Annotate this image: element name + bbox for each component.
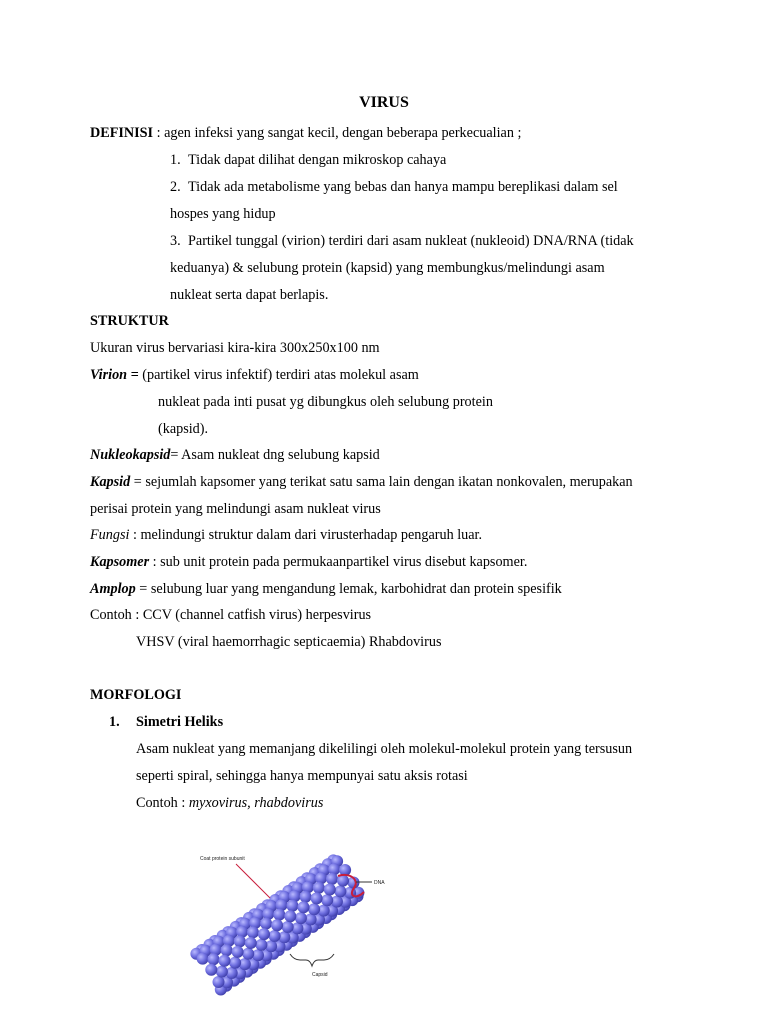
protein-subunit [245, 937, 257, 949]
helical-virus-figure [178, 836, 410, 998]
definisi-line [90, 124, 521, 142]
kapsomer-text: : sub unit protein pada permukaanpartikel virus disebut kapsomer. [149, 554, 528, 570]
protein-subunit [324, 884, 336, 896]
kapsid-label: Kapsid [90, 474, 131, 490]
protein-subunit [298, 901, 310, 913]
protein-subunit [219, 955, 231, 967]
coat-pointer-line [236, 864, 270, 898]
protein-subunit [269, 930, 281, 942]
capsid-bracket [290, 954, 334, 966]
struktur-heading-text: STRUKTUR [90, 313, 169, 329]
protein-subunit [295, 912, 307, 924]
protein-subunit [313, 882, 325, 894]
morfologi-desc: seperti spiral, sehingga hanya mempunyai satu aksis rotasi [136, 768, 468, 784]
protein-subunit [311, 892, 323, 904]
protein-subunit [271, 919, 283, 931]
definisi-item-3 [170, 232, 634, 250]
morfologi-item-1 [109, 713, 223, 731]
protein-subunit [221, 944, 233, 956]
amplop-line [90, 580, 562, 598]
morfologi-heading-text: MORFOLOGI [90, 687, 182, 703]
protein-subunit [216, 966, 228, 978]
kapsomer-line [90, 553, 527, 571]
amplop-text: = selubung luar yang mengandung lemak, karbohidrat dan protein spesifik [135, 581, 562, 597]
item-number: 3. [170, 233, 181, 249]
ukuran-line: Ukuran virus bervariasi kira-kira 300x250x100 nm [90, 340, 380, 356]
contoh-line-2: VHSV (viral haemorrhagic septicaemia) Rhabdovirus [136, 634, 442, 650]
struktur-heading [90, 312, 169, 330]
definisi-label: DEFINISI [90, 125, 154, 141]
protein-subunit [326, 873, 338, 885]
protein-subunit [258, 928, 270, 940]
protein-subunit [273, 909, 285, 921]
protein-subunit [232, 946, 244, 958]
fungsi-text: : melindungi struktur dalam dari virusterhadap pengaruh luar. [129, 527, 483, 543]
protein-subunit [308, 903, 320, 915]
item-text: Partikel tunggal (virion) terdiri dari asam nukleat (nukleoid) DNA/RNA (tidak [188, 233, 634, 249]
contoh-label: Contoh : [136, 795, 189, 811]
virion-text: (partikel virus infektif) terdiri atas molekul asam [142, 367, 419, 383]
kapsid-line [90, 473, 633, 491]
protein-subunit [334, 885, 346, 897]
protein-subunit [300, 891, 312, 903]
protein-subunit [247, 926, 259, 938]
item-text: Tidak ada metabolisme yang bebas dan hanya mampu bereplikasi dalam sel [188, 179, 618, 195]
item-text: Tidak dapat dilihat dengan mikroskop cahaya [188, 152, 447, 168]
helical-capsid-illustration [178, 836, 410, 998]
virion-label: Virion = [90, 367, 143, 383]
item-number: 2. [170, 179, 181, 195]
virion-cont: (kapsid). [158, 421, 209, 437]
protein-subunit [229, 957, 241, 969]
dna-label: DNA [374, 880, 385, 886]
protein-subunit [260, 918, 272, 930]
definisi-item-3-cont: keduanya) & selubung protein (kapsid) yang membungkus/melindungi asam [170, 260, 605, 276]
nukleokapsid-text: = Asam nukleat dng selubung kapsid [170, 447, 380, 463]
protein-subunit [208, 953, 220, 965]
nukleokapsid-label: Nukleokapsid [90, 447, 171, 463]
protein-subunit [205, 964, 217, 976]
definisi-item-2-cont: hospes yang hidup [170, 206, 276, 222]
virion-cont: nukleat pada inti pusat yg dibungkus oleh selubung protein [158, 394, 493, 410]
protein-subunit [255, 939, 267, 951]
definisi-item-3-cont: nukleat serta dapat berlapis. [170, 287, 329, 303]
morfologi-desc: Asam nukleat yang memanjang dikelilingi oleh molekul-molekul protein yang tersusun [136, 741, 633, 757]
morfologi-contoh [136, 794, 323, 812]
protein-subunit [321, 894, 333, 906]
protein-subunit [234, 935, 246, 947]
kapsid-text: = sejumlah kapsomer yang terikat satu sama lain dengan ikatan nonkovalen, merupakan [130, 474, 633, 490]
protein-subunit [213, 976, 225, 988]
protein-subunit [242, 948, 254, 960]
protein-subunit [284, 910, 296, 922]
amplop-label: Amplop [90, 581, 136, 597]
protein-subunit [287, 900, 299, 912]
fungsi-label: Fungsi [90, 527, 130, 543]
kapsomer-label: Kapsomer [90, 554, 150, 570]
nukleokapsid-line [90, 446, 380, 464]
coat-protein-label: Coat protein subunit [200, 856, 245, 862]
kapsid-cont: perisai protein yang melindungi asam nukleat virus [90, 501, 381, 517]
item-number: 1. [109, 714, 120, 730]
protein-subunit [282, 921, 294, 933]
definisi-item-1 [170, 151, 446, 169]
capsid-label: Capsid [312, 972, 328, 978]
definisi-item-2 [170, 178, 618, 196]
contoh-value: myxovirus, rhabdovirus [188, 795, 324, 811]
contoh-line: Contoh : CCV (channel catfish virus) herpesvirus [90, 607, 372, 623]
virion-line [90, 366, 419, 384]
protein-subunit [197, 953, 209, 965]
page-title: VIRUS [359, 94, 409, 111]
item-number: 1. [170, 152, 181, 168]
morfologi-heading [90, 686, 181, 704]
definisi-text: : agen infeksi yang sangat kecil, dengan beberapa perkecualian ; [153, 125, 522, 141]
item-title: Simetri Heliks [136, 714, 224, 730]
fungsi-line [90, 526, 482, 544]
